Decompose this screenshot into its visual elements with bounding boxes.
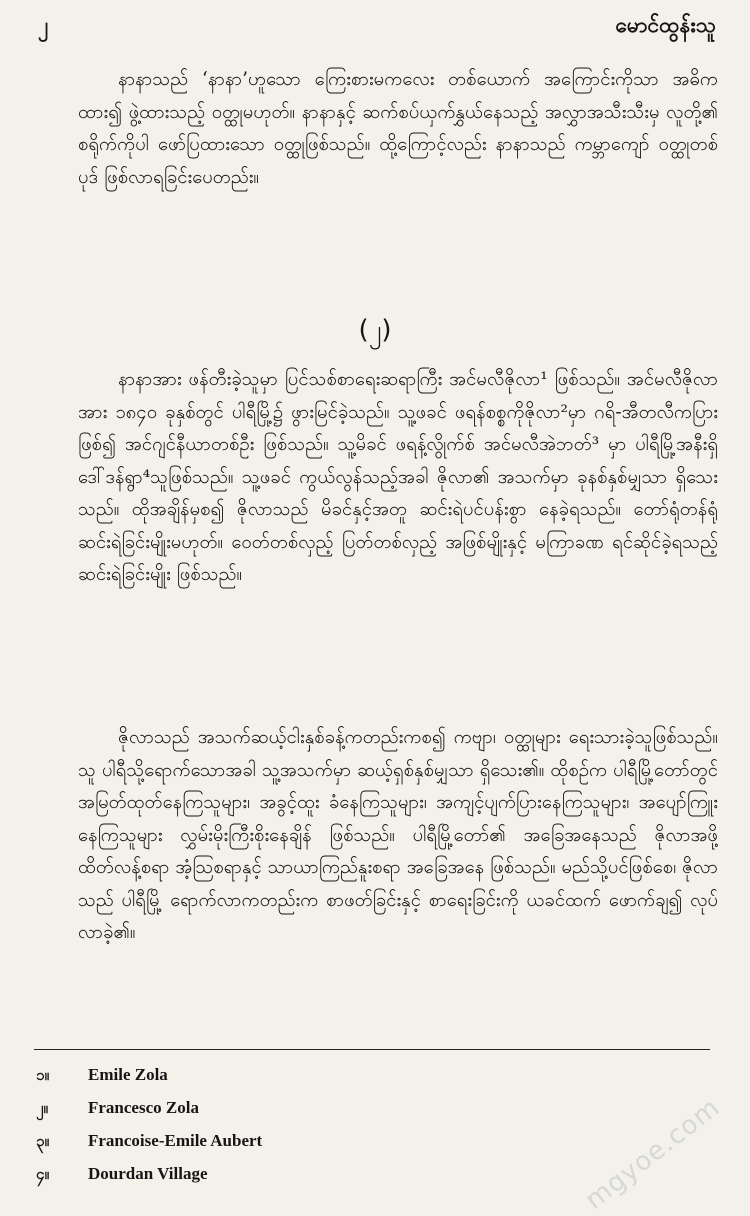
footnote-item: [36, 1058, 536, 1091]
footnote-item: [36, 1091, 536, 1124]
paragraph-text: နာနာသည် ‘နာနာ’ဟူသော ကြေးစားမကလေး တစ်ယောက် အကြောင်းကိုသာ အဓိကထား၍ ဖွဲ့ထားသည့် ဝတ္ထုမဟုတ်။ နာနာနှင့် ဆက်စပ်ယှက်နွှယ်နေသည့် အလွှာအသီးသီးမှ လူတို့၏ စရိုက်ကိုပါ ဖော်ပြထားသော ဝတ္ထုဖြစ်သည်။ ထို့ကြောင့်လည်း နာနာသည် ကမ္ဘာကျော် ဝတ္ထုတစ်ပုဒ် ဖြစ်လာရခြင်းပေတည်း။: [78, 69, 718, 188]
body-paragraph-3: [78, 722, 718, 950]
footnote-text: Dourdan Village: [88, 1164, 208, 1183]
footnote-text: Emile Zola: [88, 1065, 168, 1084]
footnote-marker: ၃။: [36, 1132, 49, 1150]
section-heading: (၂): [358, 315, 392, 345]
footnote-text: Francoise-Emile Aubert: [88, 1131, 263, 1150]
footnote-marker: ၄။: [36, 1165, 49, 1183]
paragraph-text: ဇိုလာသည် အသက်ဆယ့်ငါးနှစ်ခန့်ကတည်းကစ၍ ကဗျာ၊ ဝတ္ထုများ ရေးသားခဲ့သူဖြစ်သည်။ သူ ပါရီသို့ရောက်သောအခါ သူ့အသက်မှာ ဆယ့်ရှစ်နှစ်မျှသာ ရှိသေး၏။ ထိုစဉ်က ပါရီမြို့တော်တွင် အမြတ်ထုတ်နေကြသူများ၊ အခွင့်ထူး ခံနေကြသူများ၊ အကျင့်ပျက်ပြားနေကြသူများ၊ အပျော်ကြူးနေကြသူများ လွှမ်းမိုးကြီးစိုးနေချိန် ဖြစ်သည်။ ပါရီမြို့တော်၏ အခြေအနေသည် ဇိုလာအဖို့ ထိတ်လန့်စရာ အံ့သြစရာနှင့် သာယာကြည်နူးစရာ အခြေအနေ ဖြစ်သည်။ မည်သို့ပင်ဖြစ်စေ၊ ဇိုလာသည် ပါရီမြို့ ရောက်လာကတည်းက စာဖတ်ခြင်းနှင့် စာရေးခြင်းကို ယခင်ထက် ဖောက်ချ၍ လုပ်လာခဲ့၏။: [78, 727, 718, 943]
page-number: ၂: [38, 13, 49, 37]
paragraph-text: နာနာအား ဖန်တီးခဲ့သူမှာ ပြင်သစ်စာရေးဆရာကြီး အင်မလီဇိုလာ¹ ဖြစ်သည်။ အင်မလီဇိုလာအား ၁၈၄၀ ခုနှစ်တွင် ပါရီမြို့၌ ဖွားမြင်ခဲ့သည်။ သူ့ဖခင် ဖရန်စစ္စကိုဇိုလာ²မှာ ဂရိ-အီတလီကပြားဖြစ်၍ အင်ဂျင်နီယာတစ်ဦး ဖြစ်သည်။ သူ့မိခင် ဖရန့်လွိုက်စ် အင်မလီအဲဘတ်³ မှာ ပါရီမြို့အနီးရှိ ဒေါ်ဒန်ရွာ⁴သူဖြစ်သည်။ သူ့ဖခင် ကွယ်လွန်သည့်အခါ ဇိုလာ၏ အသက်မှာ ခုနစ်နှစ်မျှသာ ရှိသေးသည်။ ထိုအချိန်မှစ၍ ဇိုလာသည် မိခင်နှင့်အတူ ဆင်းရဲပင်ပန်းစွာ နေခဲ့ရသည်။ တော်ရုံတန်ရုံ ဆင်းရဲခြင်းမျိုးမဟုတ်။ ဝေတ်တစ်လှည့် ပြတ်တစ်လှည့် အဖြစ်မျိုးနှင့် မကြာခဏ ရင်ဆိုင်ခဲ့ရသည့် ဆင်းရဲခြင်းမျိုး ဖြစ်သည်။: [78, 369, 718, 585]
watermark-text: mgyoe.com: [579, 1092, 726, 1216]
body-paragraph-2: [78, 364, 718, 592]
footnotes-list: [36, 1058, 536, 1190]
running-header: [34, 10, 716, 44]
running-title: မောင်ထွန်းသူ: [615, 13, 716, 37]
footnote-divider: [34, 1049, 710, 1050]
footnote-marker: ၁။: [36, 1066, 49, 1084]
footnote-marker: ၂။: [36, 1099, 48, 1117]
footnote-item: [36, 1124, 536, 1157]
body-paragraph-1: [78, 64, 718, 194]
footnote-item: [36, 1157, 536, 1190]
footnote-text: Francesco Zola: [88, 1098, 199, 1117]
